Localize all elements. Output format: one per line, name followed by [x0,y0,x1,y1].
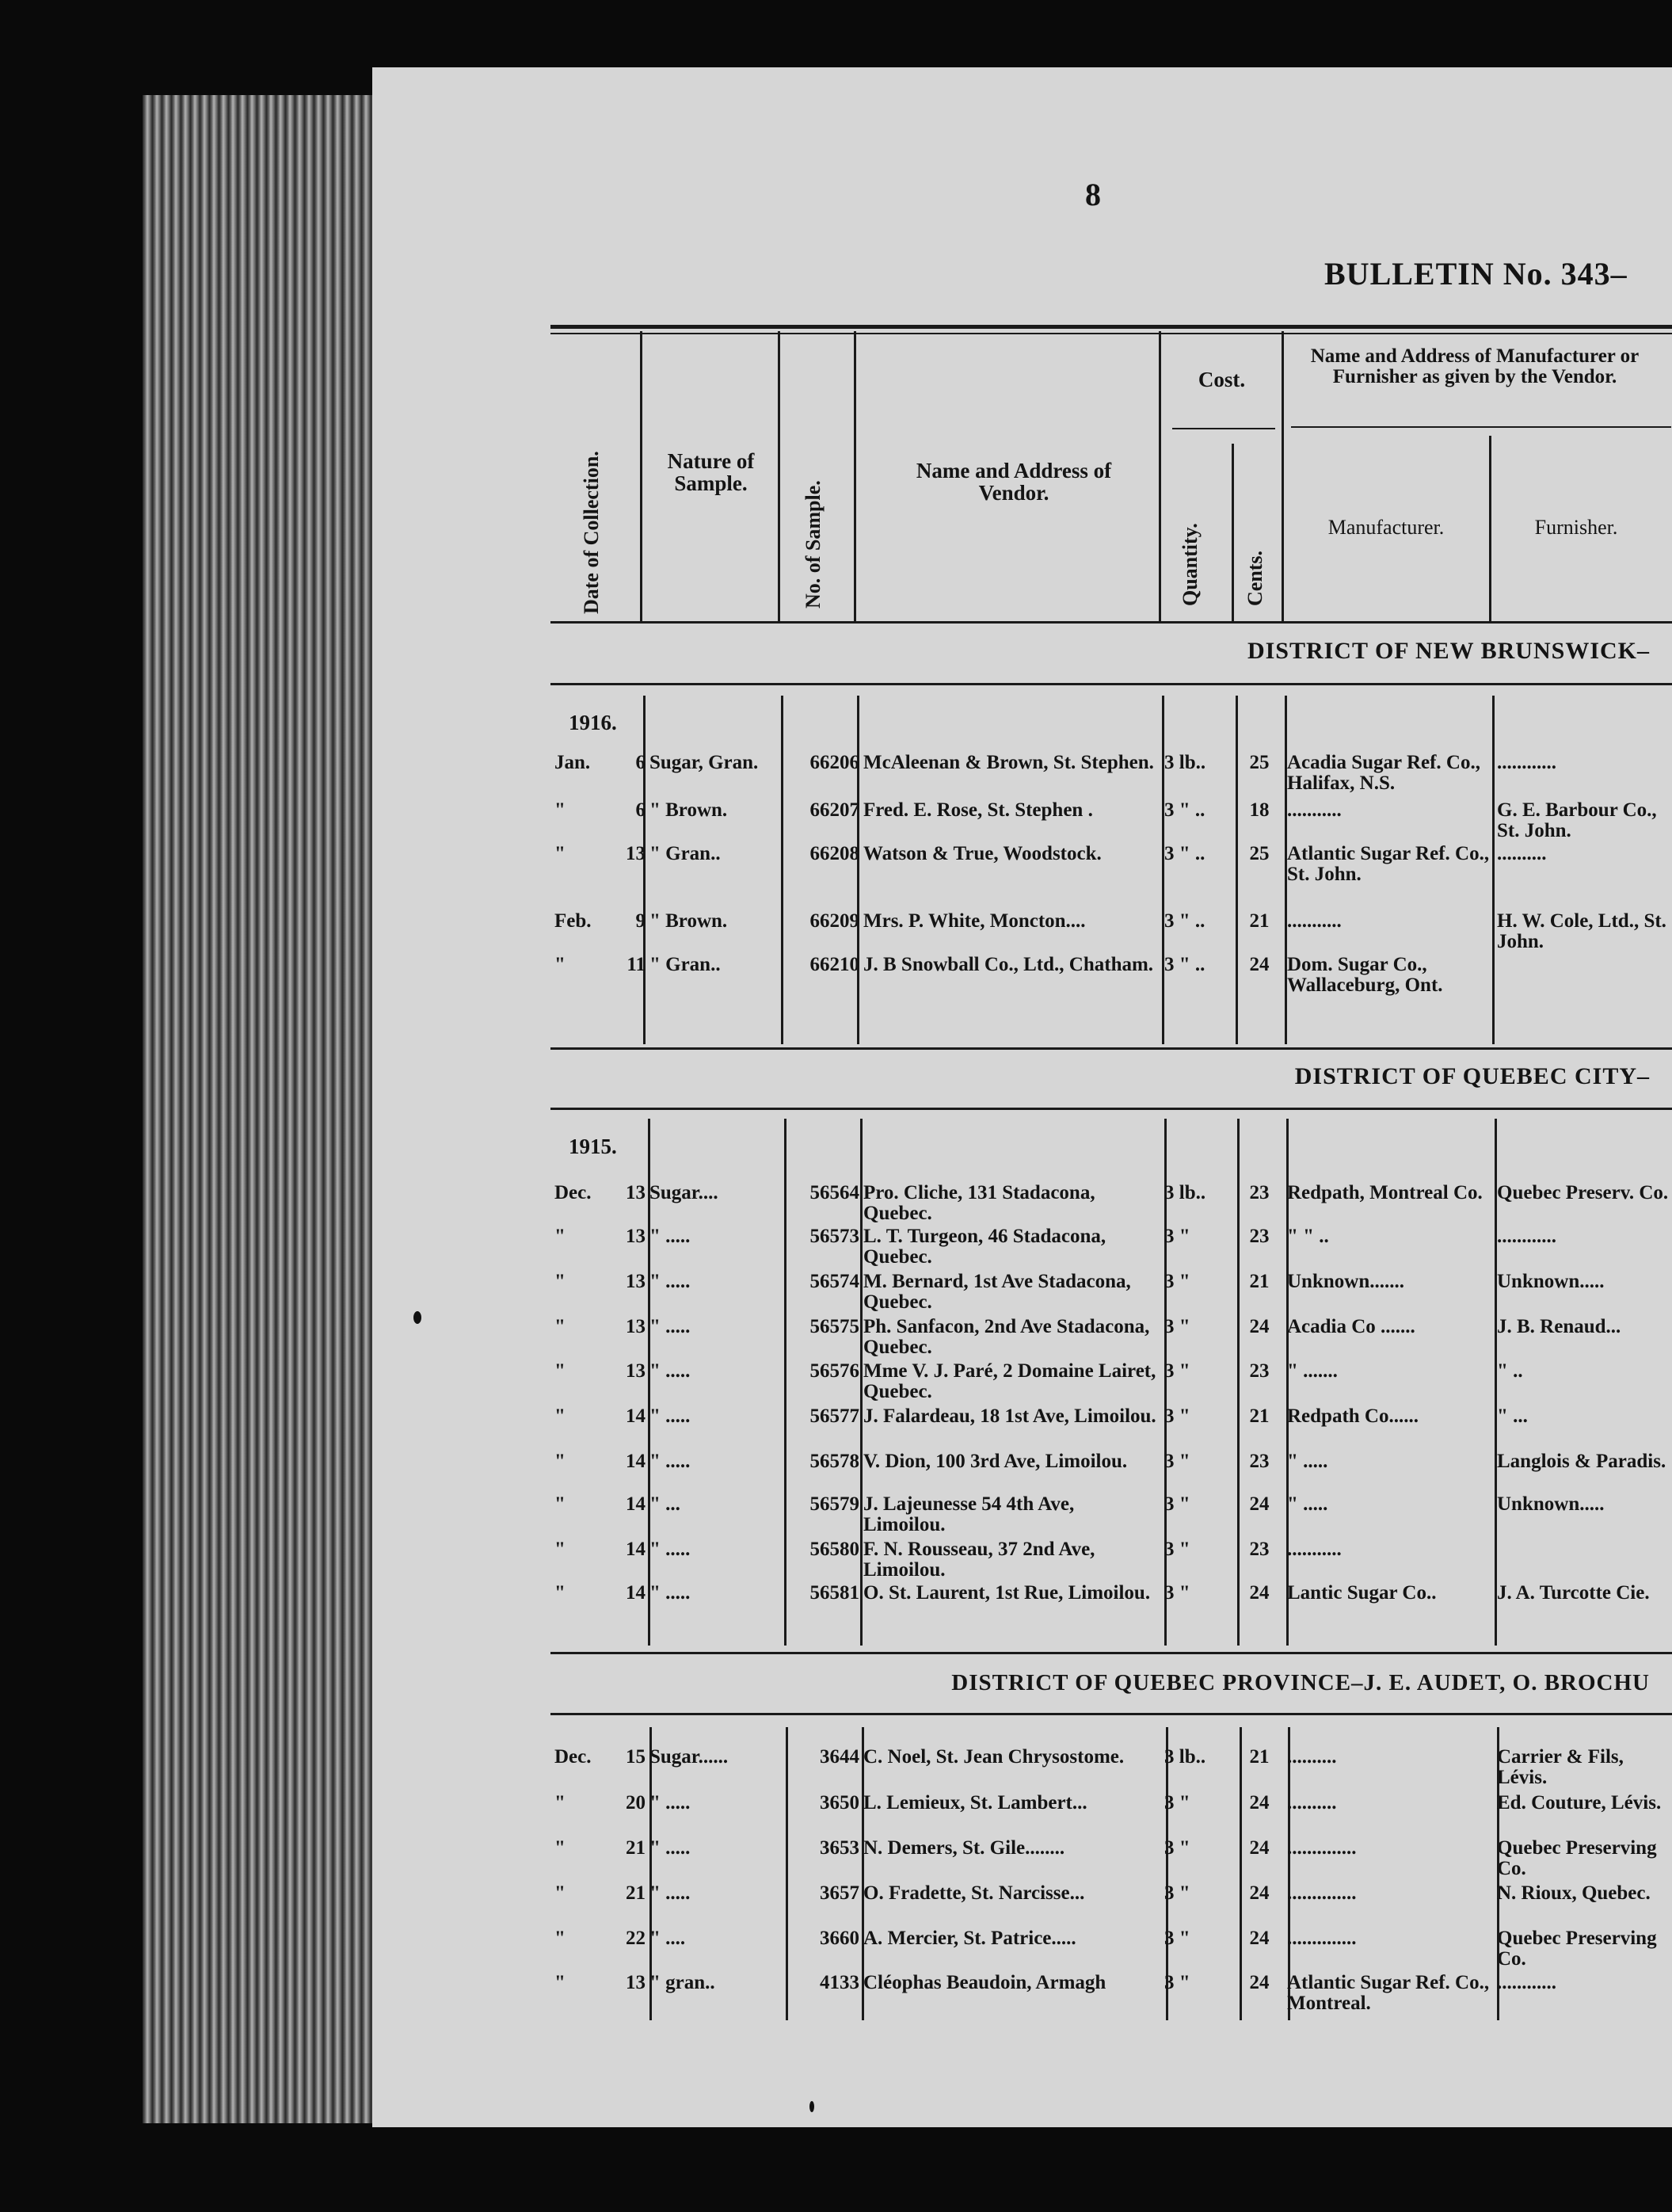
cell-cents: 21 [1249,1747,1270,1768]
cell-quantity: 3 " [1164,1226,1190,1247]
cell-day: 13 [626,1317,646,1337]
cell-number: 56579 [809,1494,859,1515]
cell-cents: 24 [1249,1583,1270,1604]
cell-cents: 24 [1249,1494,1270,1515]
cell-cents: 23 [1249,1361,1270,1382]
cell-manufacturer: " ..... [1287,1451,1328,1472]
cell-number: 3657 [820,1883,859,1904]
cell-vendor: McAleenan & Brown, St. Stephen. [863,753,1154,773]
header-cost: Cost. [1198,368,1246,391]
table-row [0,1539,1672,1581]
district-rule [550,1713,1672,1715]
cell-nature: " ..... [649,1883,691,1904]
header-bottom-rule [550,621,1672,624]
cell-nature: " ..... [649,1793,691,1813]
cell-month: " [554,1583,566,1604]
cell-furnisher: Carrier & Fils, Lévis. [1497,1747,1624,1788]
cell-manufacturer: Dom. Sugar Co., Wallaceburg, Ont. [1287,955,1443,996]
cell-number: 56581 [809,1583,859,1604]
cell-furnisher: " ... [1497,1406,1528,1427]
cell-day: 13 [626,844,646,864]
cell-manufacturer: ........... [1287,800,1342,821]
cell-quantity: 3 " [1164,1494,1190,1515]
header-top-rule-2 [550,333,1672,334]
cell-number: 56575 [809,1317,859,1337]
cell-day: 22 [626,1928,646,1949]
cell-quantity: 3 " .. [1164,800,1205,821]
table-row [0,911,1672,952]
cell-month: " [554,1539,566,1560]
table-row [0,844,1672,885]
cell-day: 11 [627,955,646,975]
cell-furnisher: Quebec Preserving Co. [1497,1928,1657,1970]
cell-manufacturer: " " .. [1287,1226,1329,1247]
cell-manufacturer: Atlantic Sugar Ref. Co., St. John. [1287,844,1490,885]
cell-manufacturer: .......... [1287,1793,1337,1813]
cell-vendor: Mrs. P. White, Moncton.... [863,911,1086,932]
table-row [0,1583,1672,1621]
cell-nature: " Gran.. [649,844,721,864]
cell-number: 3660 [820,1928,859,1949]
cell-manufacturer: .............. [1287,1883,1357,1904]
cell-furnisher: Ed. Couture, Lévis. [1497,1793,1662,1813]
cell-month: " [554,1838,566,1859]
cell-day: 14 [626,1583,646,1604]
cell-nature: " ..... [649,1838,691,1859]
cell-vendor: N. Demers, St. Gile........ [863,1838,1065,1859]
cell-nature: " ... [649,1494,680,1515]
cell-vendor: J. Falardeau, 18 1st Ave, Limoilou. [863,1406,1156,1427]
district-rule [550,1108,1672,1110]
cell-cents: 25 [1249,844,1270,864]
header-divider [1489,436,1491,623]
cell-number: 4133 [820,1973,859,1993]
cell-month: " [554,1272,566,1292]
cell-quantity: 3 lb.. [1164,1747,1206,1768]
table-row [0,753,1672,794]
cell-day: 21 [626,1883,646,1904]
cell-cents: 24 [1249,1883,1270,1904]
header-divider [854,331,856,623]
table-row [0,1361,1672,1402]
cell-month: " [554,1226,566,1247]
table-row [0,1793,1672,1831]
cell-vendor: Watson & True, Woodstock. [863,844,1102,864]
cell-day: 13 [626,1226,646,1247]
cell-vendor: Pro. Cliche, 131 Stadacona, Quebec. [863,1183,1095,1224]
cell-quantity: 3 " [1164,1928,1190,1949]
cell-vendor: Cléophas Beaudoin, Armagh [863,1973,1106,1993]
cell-quantity: 3 " .. [1164,911,1205,932]
header-divider [1159,331,1161,623]
cell-number: 66209 [809,911,859,932]
cell-number: 56576 [809,1361,859,1382]
cell-nature: " .... [649,1928,686,1949]
cell-cents: 23 [1249,1451,1270,1472]
page-number: 8 [1085,177,1101,212]
table-row [0,1451,1672,1489]
section-rule [550,1047,1672,1050]
cell-furnisher: Langlois & Paradis. [1497,1451,1666,1472]
cell-vendor: Ph. Sanfacon, 2nd Ave Stadacona, Quebec. [863,1317,1150,1358]
cell-cents: 24 [1249,1973,1270,1993]
table-row [0,1183,1672,1224]
cell-quantity: 3 " .. [1164,844,1205,864]
cell-manufacturer: Acadia Sugar Ref. Co., Halifax, N.S. [1287,753,1480,794]
cell-quantity: 3 " [1164,1361,1190,1382]
header-mfr-group: Name and Address of Manufacturer or Furnisher as given by the Vendor. [1310,345,1640,388]
cell-number: 66207 [809,800,859,821]
cell-vendor: J. Lajeunesse 54 4th Ave, Limoilou. [863,1494,1075,1535]
cell-cents: 24 [1249,1317,1270,1337]
cell-furnisher: ............ [1497,1973,1556,1993]
section-rule [550,1652,1672,1654]
cell-vendor: J. B Snowball Co., Ltd., Chatham. [863,955,1154,975]
cell-day: 13 [626,1272,646,1292]
cell-cents: 21 [1249,1406,1270,1427]
cell-number: 56573 [809,1226,859,1247]
cell-nature: Sugar...... [649,1747,729,1768]
cell-month: Jan. [554,753,591,773]
cell-nature: " ..... [649,1406,691,1427]
cell-furnisher: Quebec Preserving Co. [1497,1838,1657,1879]
cell-quantity: 3 " [1164,1883,1190,1904]
cell-nature: Sugar, Gran. [649,753,759,773]
cell-number: 56580 [809,1539,859,1560]
header-divider [778,331,780,623]
cell-day: 20 [626,1793,646,1813]
cell-nature: " Gran.. [649,955,721,975]
cell-number: 56564 [809,1183,859,1203]
mfr-underline [1291,426,1671,428]
cell-number: 56577 [809,1406,859,1427]
cell-nature: " Brown. [649,800,728,821]
cell-cents: 24 [1249,1838,1270,1859]
cell-quantity: 3 " [1164,1272,1190,1292]
cell-cents: 23 [1249,1539,1270,1560]
table-row [0,800,1672,841]
cell-quantity: 3 " [1164,1583,1190,1604]
cell-day: 15 [626,1747,646,1768]
cell-number: 66206 [809,753,859,773]
district-title: DISTRICT OF NEW BRUNSWICK– [1247,638,1650,664]
table-row [0,1747,1672,1788]
cell-day: 14 [626,1539,646,1560]
cell-vendor: V. Dion, 100 3rd Ave, Limoilou. [863,1451,1128,1472]
cell-furnisher: Unknown..... [1497,1494,1605,1515]
cell-cents: 18 [1249,800,1270,821]
header-divider [1282,331,1284,623]
cell-vendor: M. Bernard, 1st Ave Stadacona, Quebec. [863,1272,1131,1313]
cell-vendor: L. Lemieux, St. Lambert... [863,1793,1087,1813]
cell-furnisher: ............ [1497,753,1556,773]
table-row [0,1883,1672,1921]
cell-month: Feb. [554,911,592,932]
cell-vendor: A. Mercier, St. Patrice..... [863,1928,1076,1949]
cell-furnisher: J. B. Renaud... [1497,1317,1621,1337]
cell-furnisher: G. E. Barbour Co., St. John. [1497,800,1657,841]
cell-quantity: 3 " [1164,1317,1190,1337]
cell-manufacturer: ........... [1287,1539,1342,1560]
cell-quantity: 3 " [1164,1539,1190,1560]
cell-month: " [554,1793,566,1813]
cell-vendor: L. T. Turgeon, 46 Stadacona, Quebec. [863,1226,1106,1268]
table-row [0,1838,1672,1879]
cell-manufacturer: Acadia Co ....... [1287,1317,1415,1337]
cell-month: " [554,1883,566,1904]
section-year: 1916. [569,711,617,734]
cell-furnisher: Unknown..... [1497,1272,1605,1292]
cell-vendor: Fred. E. Rose, St. Stephen . [863,800,1093,821]
cell-quantity: 3 " [1164,1838,1190,1859]
cell-day: 6 [635,753,646,773]
cell-nature: " ..... [649,1451,691,1472]
cell-manufacturer: .............. [1287,1928,1357,1949]
cell-furnisher: Quebec Preserv. Co. [1497,1183,1669,1203]
bulletin-title: BULLETIN No. 343– [1324,256,1628,292]
district-title: DISTRICT OF QUEBEC CITY– [1294,1063,1650,1089]
cell-vendor: F. N. Rousseau, 37 2nd Ave, Limoilou. [863,1539,1095,1581]
cell-nature: " ..... [649,1539,691,1560]
cell-number: 66208 [809,844,859,864]
cell-month: " [554,800,566,821]
cell-manufacturer: .............. [1287,1838,1357,1859]
cell-cents: 23 [1249,1183,1270,1203]
cell-month: " [554,1928,566,1949]
cell-number: 3644 [820,1747,859,1768]
cell-nature: " gran.. [649,1973,715,1993]
cell-cents: 23 [1249,1226,1270,1247]
cost-underline [1172,428,1275,429]
cell-furnisher: H. W. Cole, Ltd., St. John. [1497,911,1666,952]
cell-day: 14 [626,1406,646,1427]
table-row [0,1317,1672,1358]
cell-vendor: C. Noel, St. Jean Chrysostome. [863,1747,1125,1768]
header-quantity: Quantity. [1179,523,1202,606]
table-row [0,1406,1672,1444]
header-divider [1232,444,1234,623]
cell-furnisher: .......... [1497,844,1547,864]
cell-day: 9 [635,911,646,932]
table-row [0,1928,1672,1970]
cell-cents: 24 [1249,1928,1270,1949]
cell-manufacturer: Lantic Sugar Co.. [1287,1583,1437,1604]
cell-quantity: 3 " [1164,1793,1190,1813]
cell-manufacturer: Atlantic Sugar Ref. Co., Montreal. [1287,1973,1490,2014]
cell-manufacturer: " ..... [1287,1494,1328,1515]
cell-month: " [554,844,566,864]
header-cents: Cents. [1244,550,1266,606]
cell-quantity: 3 " [1164,1451,1190,1472]
cell-cents: 24 [1249,955,1270,975]
cell-month: Dec. [554,1183,592,1203]
cell-cents: 21 [1249,1272,1270,1292]
cell-nature: " ..... [649,1583,691,1604]
header-date: Date of Collection. [580,451,603,614]
table-row [0,1494,1672,1535]
cell-manufacturer: Unknown....... [1287,1272,1404,1292]
cell-month: Dec. [554,1747,592,1768]
cell-furnisher: ............ [1497,1226,1556,1247]
cell-month: " [554,1451,566,1472]
cell-day: 6 [635,800,646,821]
header-top-rule [550,325,1672,329]
table-row [0,955,1672,996]
cell-nature: " ..... [649,1226,691,1247]
cell-vendor: O. Fradette, St. Narcisse... [863,1883,1085,1904]
header-divider [640,331,642,623]
cell-day: 13 [626,1973,646,1993]
cell-quantity: 3 lb.. [1164,1183,1206,1203]
district-title: DISTRICT OF QUEBEC PROVINCE–J. E. AUDET, O. BROCHU [951,1670,1650,1695]
cell-number: 56574 [809,1272,859,1292]
cell-number: 3650 [820,1793,859,1813]
cell-nature: Sugar.... [649,1183,718,1203]
cell-manufacturer: Redpath, Montreal Co. [1287,1183,1483,1203]
cell-month: " [554,1361,566,1382]
cell-month: " [554,1973,566,1993]
cell-number: 3653 [820,1838,859,1859]
table-row [0,1226,1672,1268]
cell-manufacturer: ........... [1287,911,1342,932]
cell-month: " [554,1494,566,1515]
header-furnisher: Furnisher. [1534,516,1618,539]
header-vendor: Name and Address of Vendor. [916,459,1112,505]
ink-speck [413,1311,421,1324]
cell-furnisher: N. Rioux, Quebec. [1497,1883,1651,1904]
cell-day: 14 [626,1494,646,1515]
cell-day: 14 [626,1451,646,1472]
cell-furnisher: J. A. Turcotte Cie. [1497,1583,1650,1604]
cell-quantity: 3 " .. [1164,955,1205,975]
cell-month: " [554,1406,566,1427]
cell-quantity: 3 lb.. [1164,753,1206,773]
cell-nature: " ..... [649,1272,691,1292]
cell-nature: " ..... [649,1361,691,1382]
cell-nature: " Brown. [649,911,728,932]
cell-number: 56578 [809,1451,859,1472]
table-row [0,1973,1672,2014]
cell-furnisher: " .. [1497,1361,1523,1382]
cell-vendor: O. St. Laurent, 1st Rue, Limoilou. [863,1583,1151,1604]
header-manufacturer: Manufacturer. [1327,516,1445,539]
header-nature: Nature of Sample. [667,449,755,496]
cell-cents: 24 [1249,1793,1270,1813]
cell-cents: 25 [1249,753,1270,773]
header-number: No. of Sample. [802,480,825,608]
table-row [0,1272,1672,1313]
cell-cents: 21 [1249,911,1270,932]
cell-day: 13 [626,1361,646,1382]
section-year: 1915. [569,1135,617,1158]
cell-quantity: 3 " [1164,1406,1190,1427]
cell-manufacturer: " ....... [1287,1361,1338,1382]
cell-month: " [554,1317,566,1337]
cell-nature: " ..... [649,1317,691,1337]
cell-day: 13 [626,1183,646,1203]
ink-speck [809,2101,814,2112]
cell-month: " [554,955,566,975]
cell-manufacturer: .......... [1287,1747,1337,1768]
cell-quantity: 3 " [1164,1973,1190,1993]
district-rule [550,683,1672,685]
cell-vendor: Mme V. J. Paré, 2 Domaine Lairet, Quebec. [863,1361,1156,1402]
cell-number: 66210 [809,955,859,975]
cell-day: 21 [626,1838,646,1859]
cell-manufacturer: Redpath Co...... [1287,1406,1419,1427]
